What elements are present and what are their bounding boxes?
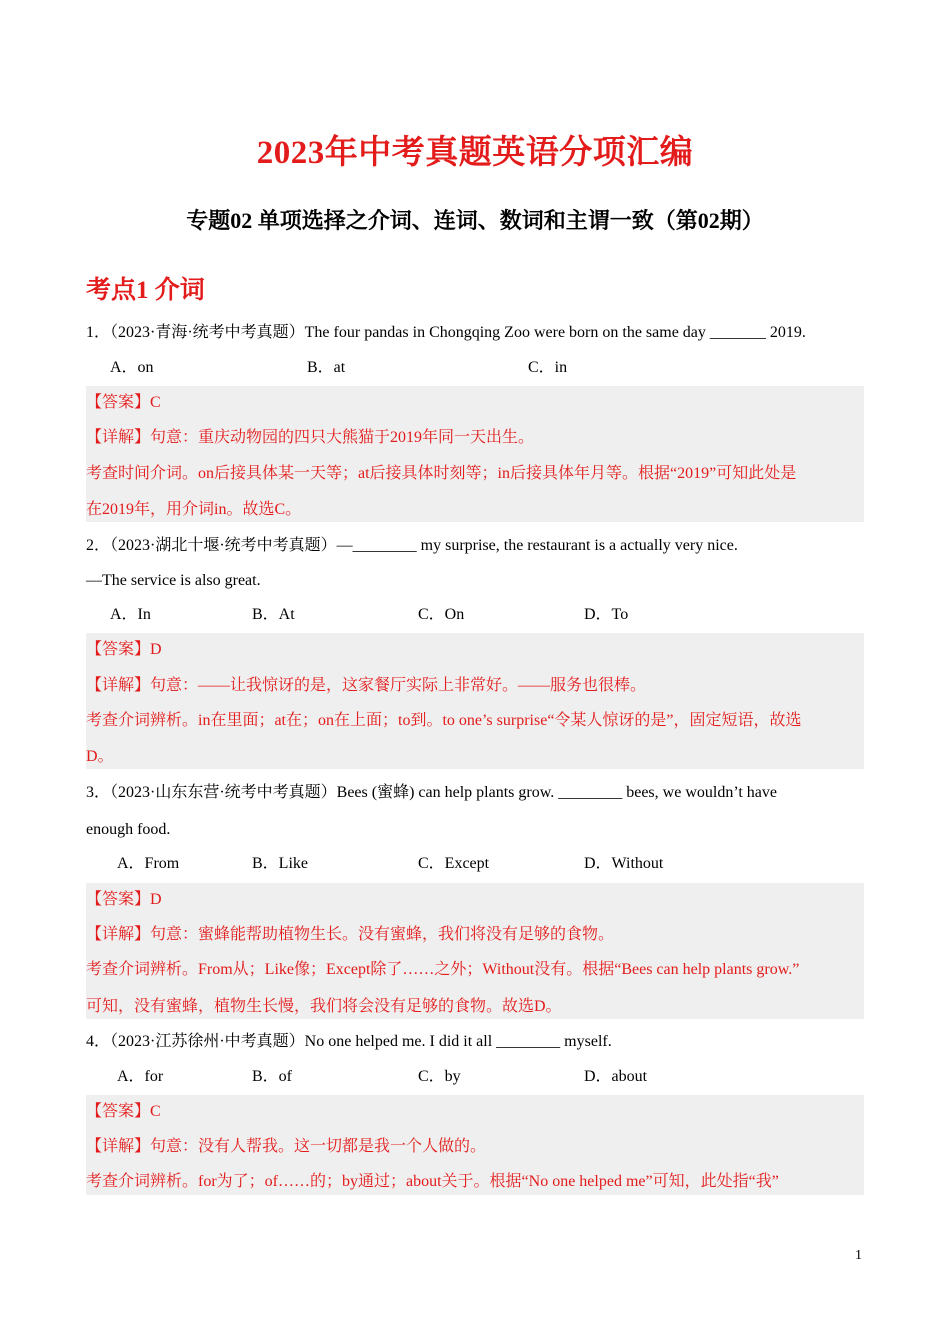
question-4-detail: 【详解】句意：没有人帮我。这一切都是我一个人做的。 (86, 1138, 487, 1155)
question-4-option-b: B．of (252, 1068, 293, 1085)
question-1-answer: 【答案】C (86, 394, 161, 411)
question-3-option-d: D．Without (584, 855, 664, 872)
question-3-analysis-line-1: 考查介词辨析。From从；Like像；Except除了……之外；Without没有。根据“Bees can help plants grow.” (86, 961, 800, 978)
question-2-option-d: D．To (584, 606, 629, 623)
question-3-stem-continued: enough food. (86, 821, 171, 838)
question-4-option-c: C．by (418, 1068, 461, 1085)
question-4-stem: 4．（2023·江苏徐州·中考真题）No one helped me. I did it all ________ myself. (86, 1033, 612, 1050)
question-4-option-a: A．for (117, 1068, 164, 1085)
question-2-option-a: A．In (110, 606, 151, 623)
question-3-option-a: A．From (117, 855, 180, 872)
section-heading: 考点1 介词 (86, 277, 205, 304)
question-2-analysis-line-1: 考查介词辨析。in在里面；at在；on在上面；to到。to one’s surprise“令某人惊讶的是”，固定短语，故选 (86, 712, 802, 729)
document-subtitle: 专题02 单项选择之介词、连词、数词和主谓一致（第02期） (186, 208, 764, 233)
page-number: 1 (855, 1248, 862, 1263)
question-2-stem: 2．（2023·湖北十堰·统考中考真题）—________ my surprise, the restaurant is a actually very nice. (86, 537, 738, 554)
question-3-option-b: B．Like (252, 855, 308, 872)
question-2-option-b: B．At (252, 606, 295, 623)
question-3-answer: 【答案】D (86, 891, 162, 908)
question-1-stem: 1．（2023·青海·统考中考真题）The four pandas in Chongqing Zoo were born on the same day _______ 2019. (86, 324, 806, 341)
question-2-answer: 【答案】D (86, 641, 162, 658)
question-3-stem: 3．（2023·山东东营·统考中考真题）Bees (蜜蜂) can help plants grow. ________ bees, we wouldn’t have (86, 784, 778, 801)
question-1-option-c: C．in (528, 359, 568, 376)
question-1-analysis-line-2: 在2019年，用介词in。故选C。 (86, 501, 302, 518)
question-2-analysis-line-2: D。 (86, 748, 114, 765)
question-1-option-a: A．on (110, 359, 154, 376)
document-title: 2023年中考真题英语分项汇编 (256, 135, 694, 171)
question-3-analysis-line-2: 可知，没有蜜蜂，植物生长慢，我们将会没有足够的食物。故选D。 (86, 998, 562, 1015)
question-4-option-d: D．about (584, 1068, 648, 1085)
question-4-answer: 【答案】C (86, 1103, 161, 1120)
question-2-detail: 【详解】句意：——让我惊讶的是，这家餐厅实际上非常好。——服务也很棒。 (86, 677, 647, 694)
question-3-option-c: C．Except (418, 855, 490, 872)
question-4-analysis-line-1: 考查介词辨析。for为了；of……的；by通过；about关于。根据“No one helped me”可知，此处指“我” (86, 1173, 779, 1190)
question-1-analysis-line-1: 考查时间介词。on后接具体某一天等；at后接具体时刻等；in后接具体年月等。根据“2019”可知此处是 (86, 465, 797, 482)
question-2-option-c: C．On (418, 606, 465, 623)
question-3-detail: 【详解】句意：蜜蜂能帮助植物生长。没有蜜蜂，我们将没有足够的食物。 (86, 926, 615, 943)
question-2-answer-box (86, 633, 864, 769)
question-2-stem-continued: —The service is also great. (86, 572, 261, 589)
question-1-detail: 【详解】句意：重庆动物园的四只大熊猫于2019年同一天出生。 (86, 429, 535, 446)
question-1-option-b: B．at (307, 359, 346, 376)
